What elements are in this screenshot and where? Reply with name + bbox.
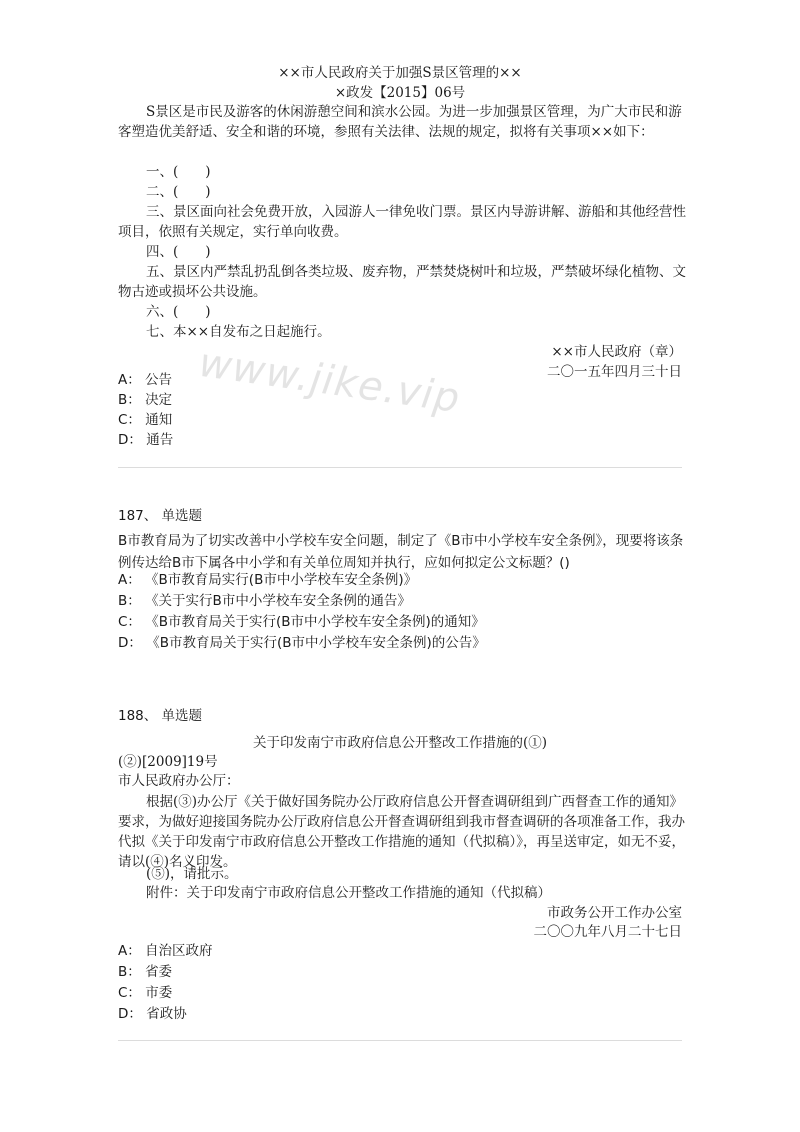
q186-doc-number: ×政发【2015】06号 xyxy=(334,85,466,101)
q186-date: 二〇一五年四月三十日 xyxy=(547,364,682,380)
q186-option-d[interactable] xyxy=(118,430,173,450)
option-key: B： xyxy=(118,593,141,609)
q186-item-1: 一、( ) xyxy=(146,164,211,180)
q186-item-6: 六、( ) xyxy=(146,304,211,320)
option-text: 公告 xyxy=(145,372,173,388)
option-text: 通知 xyxy=(145,412,173,428)
q186-item-5: 五、景区内严禁乱扔乱倒各类垃圾、废弃物，严禁焚烧树叶和垃圾，严禁破坏绿化植物、文物古迹或损坏公共设施。 xyxy=(118,264,686,300)
q187-question: B市教育局为了切实改善中小学校车安全问题，制定了《B市中小学校车安全条例》，现要将该条例传达给B市下属各中小学和有关单位周知并执行，应如何拟定公文标题？() xyxy=(118,533,684,571)
q188-option-a[interactable] xyxy=(118,941,213,961)
q186-option-c[interactable] xyxy=(118,410,172,430)
option-key: C： xyxy=(118,614,141,630)
q188-closing: (⑤)，请批示。 xyxy=(146,866,238,882)
q188-recipient: 市人民政府办公厅： xyxy=(118,773,240,789)
q186-item-7: 七、本××自发布之日起施行。 xyxy=(146,324,331,340)
q187-header: 187、 单选题 xyxy=(118,508,203,524)
option-text: 市委 xyxy=(145,985,173,1001)
option-text: 自治区政府 xyxy=(145,943,213,959)
q188-header: 188、 单选题 xyxy=(118,708,203,724)
q188-doc-number: (②)[2009]19号 xyxy=(118,754,218,770)
option-key: D： xyxy=(118,432,142,448)
option-text: 通告 xyxy=(146,432,174,448)
q186-issuer: ××市人民政府（章） xyxy=(551,344,682,360)
option-key: A： xyxy=(118,572,141,588)
q186-option-b[interactable] xyxy=(118,390,172,410)
divider xyxy=(118,467,682,468)
q188-option-c[interactable] xyxy=(118,983,172,1003)
q186-item-4: 四、( ) xyxy=(146,244,211,260)
q187-option-c[interactable] xyxy=(118,612,485,632)
option-text: 《B市教育局关于实行(B市中小学校车安全条例)的公告》 xyxy=(146,635,486,651)
q186-doc-title: ××市人民政府关于加强S景区管理的×× xyxy=(278,65,522,81)
q186-item-3: 三、景区面向社会免费开放，入园游人一律免收门票。景区内导游讲解、游船和其他经营性项目，依照有关规定，实行单向收费。 xyxy=(118,204,686,240)
option-text: 决定 xyxy=(145,392,173,408)
option-key: A： xyxy=(118,372,141,388)
q186-intro: S景区是市民及游客的休闲游憩空间和滨水公园。为进一步加强景区管理，为广大市民和游客塑造优美舒适、安全和谐的环境，参照有关法律、法规的规定，拟将有关事项××如下： xyxy=(118,104,682,140)
option-key: D： xyxy=(118,1006,142,1022)
q188-issuer: 市政务公开工作办公室 xyxy=(547,905,682,921)
option-key: C： xyxy=(118,985,141,1001)
q188-date: 二〇〇九年八月二十七日 xyxy=(533,924,682,940)
q188-option-b[interactable] xyxy=(118,962,172,982)
option-text: 省委 xyxy=(145,964,173,980)
option-key: A： xyxy=(118,943,141,959)
q186-item-2: 二、( ) xyxy=(146,184,211,200)
option-key: C： xyxy=(118,412,141,428)
divider xyxy=(118,1040,682,1041)
option-key: B： xyxy=(118,964,141,980)
q187-option-b[interactable] xyxy=(118,591,411,611)
option-key: D： xyxy=(118,635,142,651)
q188-option-d[interactable] xyxy=(118,1004,187,1024)
watermark-text: www.jike.vip xyxy=(196,339,464,423)
option-text: 《B市教育局实行(B市中小学校车安全条例)》 xyxy=(145,572,418,588)
q187-option-d[interactable] xyxy=(118,633,486,653)
option-text: 《B市教育局关于实行(B市中小学校车安全条例)的通知》 xyxy=(145,614,485,630)
q188-attachment: 附件：关于印发南宁市政府信息公开整改工作措施的通知（代拟稿） xyxy=(146,885,551,901)
option-key: B： xyxy=(118,392,141,408)
q188-body: 根据(③)办公厅《关于做好国务院办公厅政府信息公开督查调研组到广西督查工作的通知》要求，为做好迎接国务院办公厅政府信息公开督查调研组到我市督查调研的各项准备工作，我办代拟《关于印发南宁市政府信息公开整改工作措施的通知（代拟稿）》，再呈送审定，如无不妥，请以(④)名义印发。 xyxy=(118,794,685,870)
q187-option-a[interactable] xyxy=(118,570,417,590)
q186-option-a[interactable] xyxy=(118,370,172,390)
option-text: 省政协 xyxy=(146,1006,187,1022)
option-text: 《关于实行B市中小学校车安全条例的通告》 xyxy=(145,593,411,609)
q188-doc-title: 关于印发南宁市政府信息公开整改工作措施的(①) xyxy=(252,735,548,751)
